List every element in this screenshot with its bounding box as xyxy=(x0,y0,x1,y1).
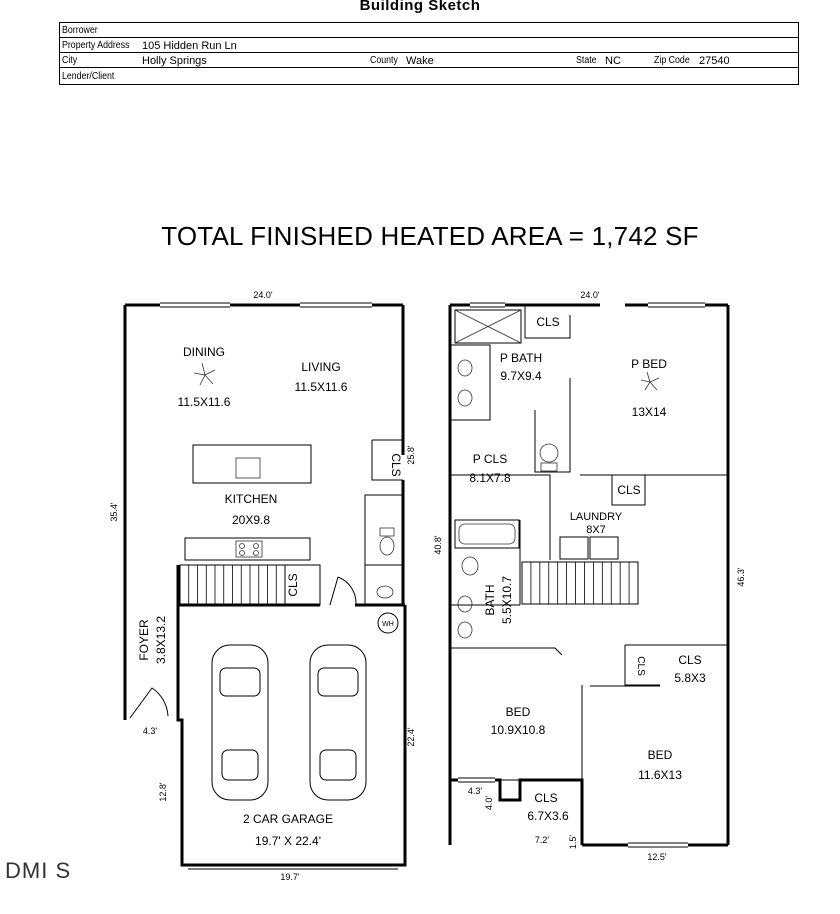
car-icon-right xyxy=(310,645,366,800)
pbath-dim: 9.7X9.4 xyxy=(500,369,542,383)
powder-sink-icon xyxy=(377,586,393,598)
dining-fan-icon xyxy=(194,363,215,385)
living-label: LIVING xyxy=(301,360,341,374)
kitchen-island xyxy=(193,445,311,483)
bath-toilet-icon xyxy=(462,557,478,575)
f2-dim-43: 4.3' xyxy=(467,786,483,796)
state-label: State xyxy=(576,55,597,66)
county-label: County xyxy=(370,55,398,66)
car-icon-left xyxy=(212,645,268,800)
pbath-walls xyxy=(535,378,570,472)
f2-cls-top-label: CLS xyxy=(536,315,560,329)
pbed-fan-icon xyxy=(641,372,659,390)
f1-dim-top: 24.0' xyxy=(253,290,273,300)
f2-cls-mid-dim: 5.8X3 xyxy=(674,671,706,685)
wh-label: WH xyxy=(382,621,394,628)
pbath-label: P BATH xyxy=(499,351,543,365)
living-dim: 11.5X11.6 xyxy=(294,380,348,394)
toilet-icon xyxy=(380,528,394,536)
f1-dim-right-lower: 22.4' xyxy=(406,727,416,747)
f2-dim-40: 4.0' xyxy=(484,795,494,811)
f2-stairs xyxy=(522,562,638,604)
address-label: Property Address xyxy=(62,40,130,51)
total-area-title: TOTAL FINISHED HEATED AREA = 1,742 SF xyxy=(161,221,699,251)
bath-label: BATH xyxy=(483,584,497,616)
laundry-dim: 8X7 xyxy=(586,524,606,536)
bed1-top-wall xyxy=(450,648,562,655)
pcls-dim: 8.1X7.8 xyxy=(469,471,511,485)
foyer-label: FOYER xyxy=(137,619,151,661)
dryer-icon xyxy=(590,537,618,559)
bath-sink2-icon xyxy=(458,622,472,638)
address-value: 105 Hidden Run Ln xyxy=(142,40,237,52)
f1-dim-foyer: 4.3' xyxy=(142,726,158,736)
kitchen-dim: 20X9.8 xyxy=(231,513,271,527)
zip-label: Zip Code xyxy=(654,55,690,66)
floor-2 xyxy=(450,303,728,847)
dining-dim: 11.5X11.6 xyxy=(177,395,231,409)
pbath-toilet-icon xyxy=(540,444,558,462)
bath-sink-icon xyxy=(458,596,472,612)
bed2-dim: 11.6X13 xyxy=(638,768,682,782)
f2-cls-small-dim: 6.7X3.6 xyxy=(527,809,569,823)
f2-dim-15: 1.5' xyxy=(568,834,578,850)
bed2-label: BED xyxy=(647,748,673,762)
f2-cls-small-box xyxy=(500,780,520,800)
city-label: City xyxy=(62,55,78,66)
bath-dim: 5.5X10.7 xyxy=(500,575,514,625)
f1-powder-walls xyxy=(365,495,403,605)
f2-cls-mid-vertical: CLS xyxy=(635,656,646,676)
borrower-label: Borrower xyxy=(62,25,98,36)
washer-icon xyxy=(560,537,588,559)
laundry-cls-label: CLS xyxy=(617,483,641,497)
sink-icon xyxy=(236,458,260,478)
f2-dim-125: 12.5' xyxy=(647,852,667,862)
f1-dim-right-upper: 25.8' xyxy=(406,445,416,465)
pcls-label: P CLS xyxy=(472,452,508,466)
garage-label: 2 CAR GARAGE xyxy=(242,812,334,826)
county-value: Wake xyxy=(406,55,434,67)
f1-cls-right-label: CLS xyxy=(389,453,403,477)
f2-dim-right: 46.3' xyxy=(736,567,746,587)
logo: DMI S xyxy=(5,858,72,883)
f1-dim-garage-left: 12.8' xyxy=(158,782,168,802)
sheet-title: Building Sketch xyxy=(359,0,481,14)
pbath-sink-icon xyxy=(458,360,472,376)
f2-dim-72: 7.2' xyxy=(534,835,550,845)
zip-value: 27540 xyxy=(699,55,730,67)
dining-label: DINING xyxy=(183,345,225,359)
laundry-label: LAUNDRY xyxy=(569,511,623,523)
pbed-dim: 13X14 xyxy=(631,405,667,419)
garage-dim: 19.7' X 22.4' xyxy=(255,834,321,848)
f2-dim-top: 24.0' xyxy=(580,290,600,300)
f2-dim-left: 40.8' xyxy=(433,535,443,555)
pbath-vanity-wall xyxy=(450,345,490,420)
foyer-dim: 3.8X13.2 xyxy=(154,615,168,665)
pbed-label: P BED xyxy=(631,357,667,371)
f1-door-arc xyxy=(330,577,356,605)
f1-cls-stairs-label: CLS xyxy=(286,573,300,597)
f2-cls-small-label: CLS xyxy=(534,791,558,805)
f1-dim-left: 35.4' xyxy=(109,502,119,522)
state-value: NC xyxy=(605,55,621,67)
f1-dim-bottom: 19.7' xyxy=(280,872,300,882)
foyer-door-arc xyxy=(130,688,168,718)
kitchen-label: KITCHEN xyxy=(224,492,278,506)
pbath-sink2-icon xyxy=(458,390,472,406)
f2-cls-mid-label: CLS xyxy=(678,653,702,667)
bed1-dim: 10.9X10.8 xyxy=(490,723,546,737)
lender-label: Lender/Client xyxy=(62,71,115,82)
city-value: Holly Springs xyxy=(142,55,207,67)
bed1-label: BED xyxy=(505,705,531,719)
